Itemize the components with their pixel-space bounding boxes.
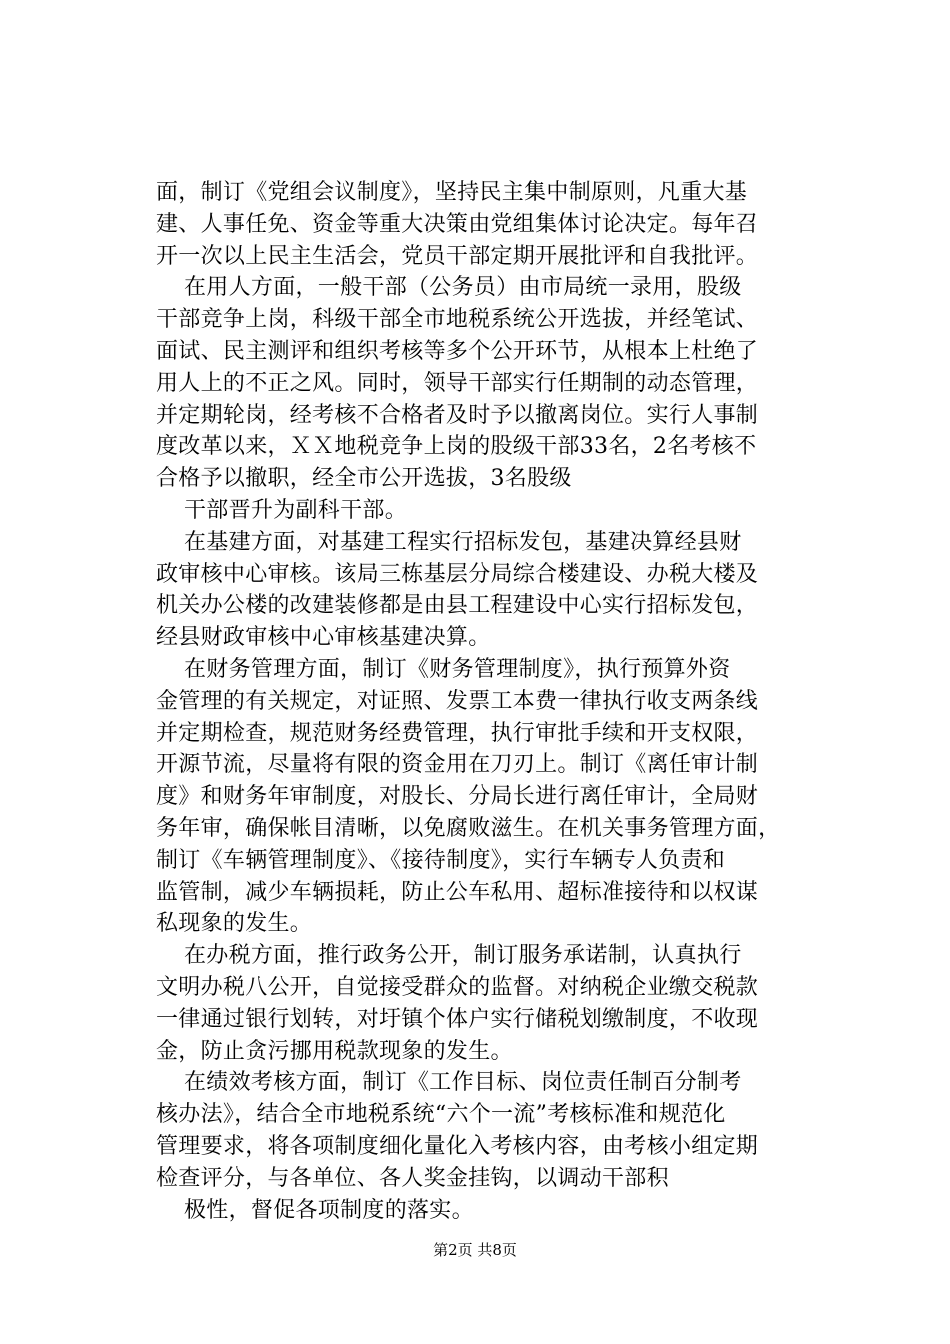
paragraph-line: 制订《车辆管理制度》、《接待制度》，实行车辆专人负责和 (156, 847, 726, 873)
paragraph-line: 面，制订《党组会议制度》，坚持民主集中制原则，凡重大基 (156, 180, 748, 205)
paragraph-line: 金，防止贪污挪用税款现象的发生。 (156, 1038, 513, 1064)
paragraph-line: 干部晋升为副科干部。 (184, 497, 408, 523)
paragraph-line: 并定期检查，规范财务经费管理，执行审批手续和开支权限， (156, 720, 759, 746)
paragraph-line: 合格予以撤职，经全市公开选拔，3名股级 (156, 466, 572, 492)
paragraph-line: 在基建方面，对基建工程实行招标发包，基建决算经县财 (184, 529, 742, 555)
paragraph-line: 并定期轮岗，经考核不合格者及时予以撤离岗位。实行人事制 (156, 402, 759, 428)
paragraph-line: 文明办税八公开，自觉接受群众的监督。对纳税企业缴交税款 (156, 974, 759, 1000)
paragraph-line: 在办税方面，推行政务公开，制订服务承诺制，认真执行 (184, 943, 742, 969)
paragraph-line: 面试、民主测评和组织考核等多个公开环节，从根本上杜绝了 (156, 338, 759, 364)
paragraph-line: 经县财政审核中心审核基建决算。 (156, 625, 491, 651)
paragraph-line: 私现象的发生。 (156, 911, 313, 937)
paragraph-line: 极性，督促各项制度的落实。 (184, 1197, 474, 1223)
paragraph-line: 开一次以上民主生活会，党员干部定期开展批评和自我批评。 (156, 243, 759, 269)
paragraph-line: 政审核中心审核。该局三栋基层分局综合楼建设、办税大楼及 (156, 561, 759, 587)
paragraph-line: 管理要求，将各项制度细化量化入考核内容，由考核小组定期 (156, 1133, 759, 1159)
document-body (156, 177, 840, 1226)
paragraph-line: 开源节流，尽量将有限的资金用在刀刃上。制订《离任审计制 (156, 752, 759, 778)
paragraph-line: 建、人事任免、资金等重大决策由党组集体讨论决定。每年召 (156, 211, 759, 237)
paragraph-line: 核办法》，结合全市地税系统“六个一流”考核标准和规范化 (156, 1102, 726, 1128)
paragraph-line: 一律通过银行划转，对圩镇个体户实行储税划缴制度，不收现 (156, 1006, 759, 1032)
paragraph-line: 在绩效考核方面，制订《工作目标、岗位责任制百分制考 (184, 1070, 742, 1096)
paragraph-line: 机关办公楼的改建装修都是由县工程建设中心实行招标发包， (156, 593, 759, 619)
paragraph-line: 务年审，确保帐目清晰，以免腐败滋生。在机关事务管理方面， (156, 815, 781, 841)
paragraph-line: 干部竞争上岗，科级干部全市地税系统公开选拔，并经笔试、 (156, 307, 759, 333)
paragraph-line: 金管理的有关规定，对证照、发票工本费一律执行收支两条线 (156, 688, 759, 714)
paragraph-line: 监管制，减少车辆损耗，防止公车私用、超标准接待和以权谋 (156, 879, 759, 905)
paragraph-line: 检查评分，与各单位、各人奖金挂钩，以调动干部积 (156, 1165, 669, 1191)
paragraph-line: 在财务管理方面，制订《财务管理制度》，执行预算外资 (184, 656, 731, 682)
paragraph-line: 用人上的不正之风。同时，领导干部实行任期制的动态管理， (156, 370, 759, 396)
paragraph-line: 度》和财务年审制度，对股长、分局长进行离任审计，全局财 (156, 784, 759, 810)
paragraph-line: 在用人方面，一般干部（公务员）由市局统一录用，股级 (184, 275, 742, 301)
paragraph-line: 度改革以来，ＸＸ地税竞争上岗的股级干部33名，2名考核不 (156, 434, 757, 460)
page-footer: 第2页 共8页 (433, 1241, 517, 1259)
